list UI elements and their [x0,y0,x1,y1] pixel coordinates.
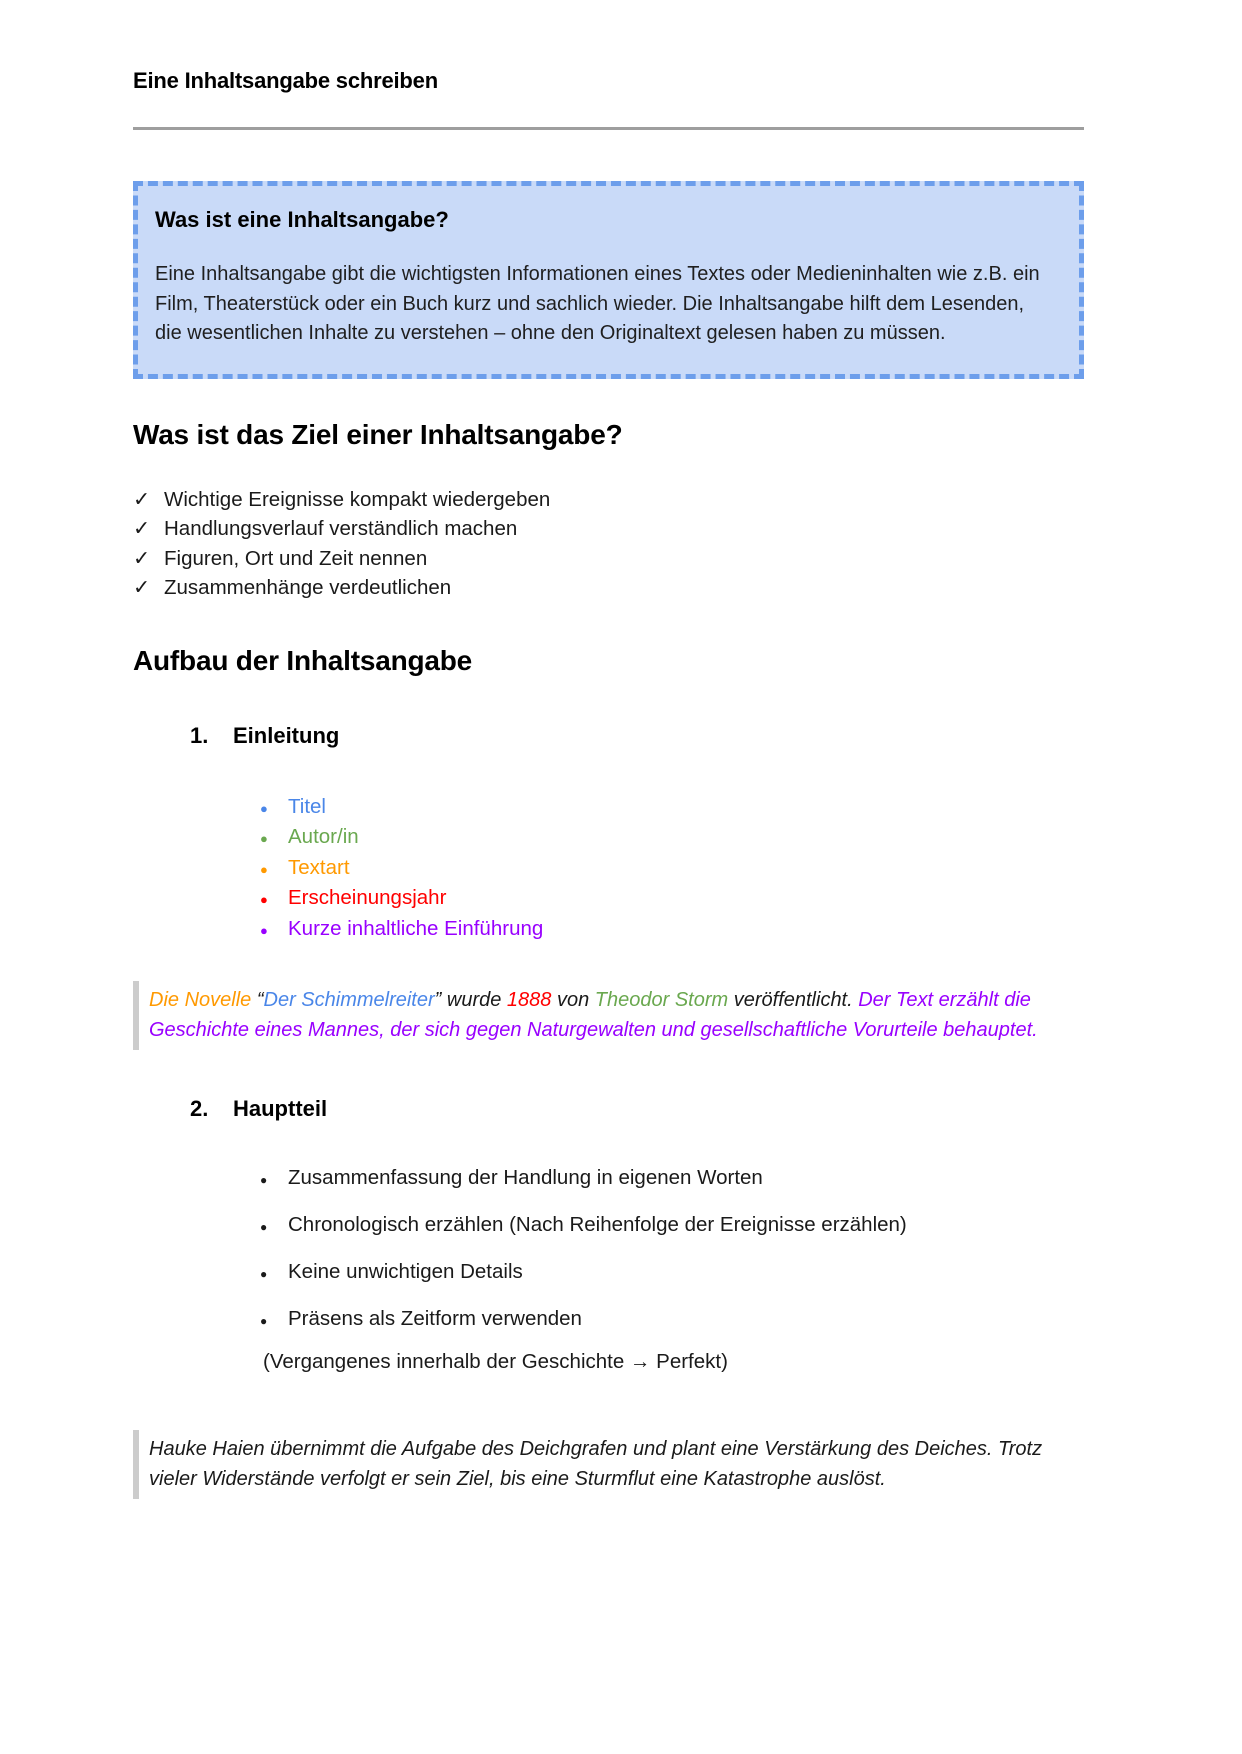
page-title: Eine Inhaltsangabe schreiben [133,68,438,93]
quote-segment: “ [256,989,264,1012]
example-quote-einleitung [133,981,1043,1050]
part2-title: Hauptteil [233,1096,328,1122]
quote-segment: veröffentlicht. [728,989,859,1012]
bullet-icon: ● [260,892,268,908]
list-item [260,1260,1084,1284]
checklist-item-label: Zusammenhänge verdeutlichen [164,576,452,599]
page-content [133,0,1084,1499]
quote-segment: 1888 [506,989,552,1012]
bullet-icon: ● [260,922,268,938]
check-icon: ✓ [133,487,151,511]
list-item-titel [260,793,1084,824]
quote-segment: Der Schimmelreiter [263,989,435,1012]
list-item [260,1166,1084,1190]
checklist-item [133,573,1084,603]
bullet-icon: ● [260,861,268,877]
quote-segment: wurde [441,989,507,1012]
list-item-label: Titel [288,794,326,818]
intro-bullet-list [133,793,1084,946]
list-item-label: Keine unwichtigen Details [288,1260,523,1284]
bullet-icon: ● [260,831,268,847]
example-quote-hauptteil: Hauke Haien übernimmt die Aufgabe des Deichgrafen und plant eine Verstärkung des Deiches. Trotz vieler Widerstände verfolgt er sein Ziel, bis eine Sturmflut eine Katastrophe auslöst. [133,1430,1043,1499]
bullet-icon: ● [260,1267,268,1282]
part1-number: 1. [190,722,209,748]
info-box-body: Eine Inhaltsangabe gibt die wichtigsten Informationen eines Textes oder Medieninhalten wie z.B. ein Film, Theaterstück oder ein Buch kurz und sachlich wieder. Die Inhaltsangabe hilft dem Lesenden, die wesentlichen Inhalte zu verstehen – ohne den Originaltext gelesen haben zu müssen. [155,263,1040,344]
list-item-einfuehrung [260,915,1084,946]
checklist-item [133,514,1084,544]
list-item [260,1213,1084,1237]
list-item-textart [260,854,1084,885]
list-item-erscheinungsjahr [260,884,1084,915]
goal-section-heading: Was ist das Ziel einer Inhaltsangabe? [133,418,623,450]
list-item-label: Zusammenfassung der Handlung in eigenen Worten [288,1166,763,1190]
checklist-item-label: Wichtige Ereignisse kompakt wiedergeben [164,487,551,511]
list-item-label: Autor/in [288,825,359,849]
bullet-icon: ● [260,1314,268,1329]
bullet-icon: ● [260,800,268,816]
info-box [133,181,1084,379]
goal-checklist [133,485,1084,603]
part2-heading [133,1096,1084,1122]
quote-segment: von [551,989,595,1012]
bullet-icon: ● [260,1173,268,1188]
check-icon: ✓ [133,576,151,599]
quote-segment: Der Text erzählt die Geschichte eines Mannes, der sich gegen Naturgewalten und gesellschaftliche Vorurteile behauptet. [149,989,1038,1041]
quote-segment: ” [434,989,442,1012]
list-item-label: Kurze inhaltliche Einführung [288,916,544,940]
quote-segment: Theodor Storm [594,989,729,1012]
part2-number: 2. [190,1096,209,1122]
checklist-item-label: Handlungsverlauf verständlich machen [164,517,518,540]
title-divider [133,127,1084,130]
part1-heading [133,723,1084,749]
part1-title: Einleitung [233,722,340,748]
list-item-label: Textart [288,855,350,879]
checklist-item [133,544,1084,574]
list-item-autor [260,823,1084,854]
list-item-label: Erscheinungsjahr [288,886,447,910]
main-bullet-list [133,1166,1084,1331]
tense-note: (Vergangenes innerhalb der Geschichte → Perfekt) [263,1350,728,1374]
list-item-label: Chronologisch erzählen (Nach Reihenfolge der Ereignisse erzählen) [288,1213,907,1237]
checklist-item-label: Figuren, Ort und Zeit nennen [164,546,428,570]
info-box-heading: Was ist eine Inhaltsangabe? [155,207,449,232]
quote-segment: Die Novelle [149,989,257,1012]
structure-section-heading: Aufbau der Inhaltsangabe [133,644,473,676]
check-icon: ✓ [133,517,151,540]
check-icon: ✓ [133,546,151,570]
bullet-icon: ● [260,1220,268,1235]
checklist-item [133,485,1084,515]
list-item [260,1307,1084,1331]
list-item-label: Präsens als Zeitform verwenden [288,1307,582,1331]
